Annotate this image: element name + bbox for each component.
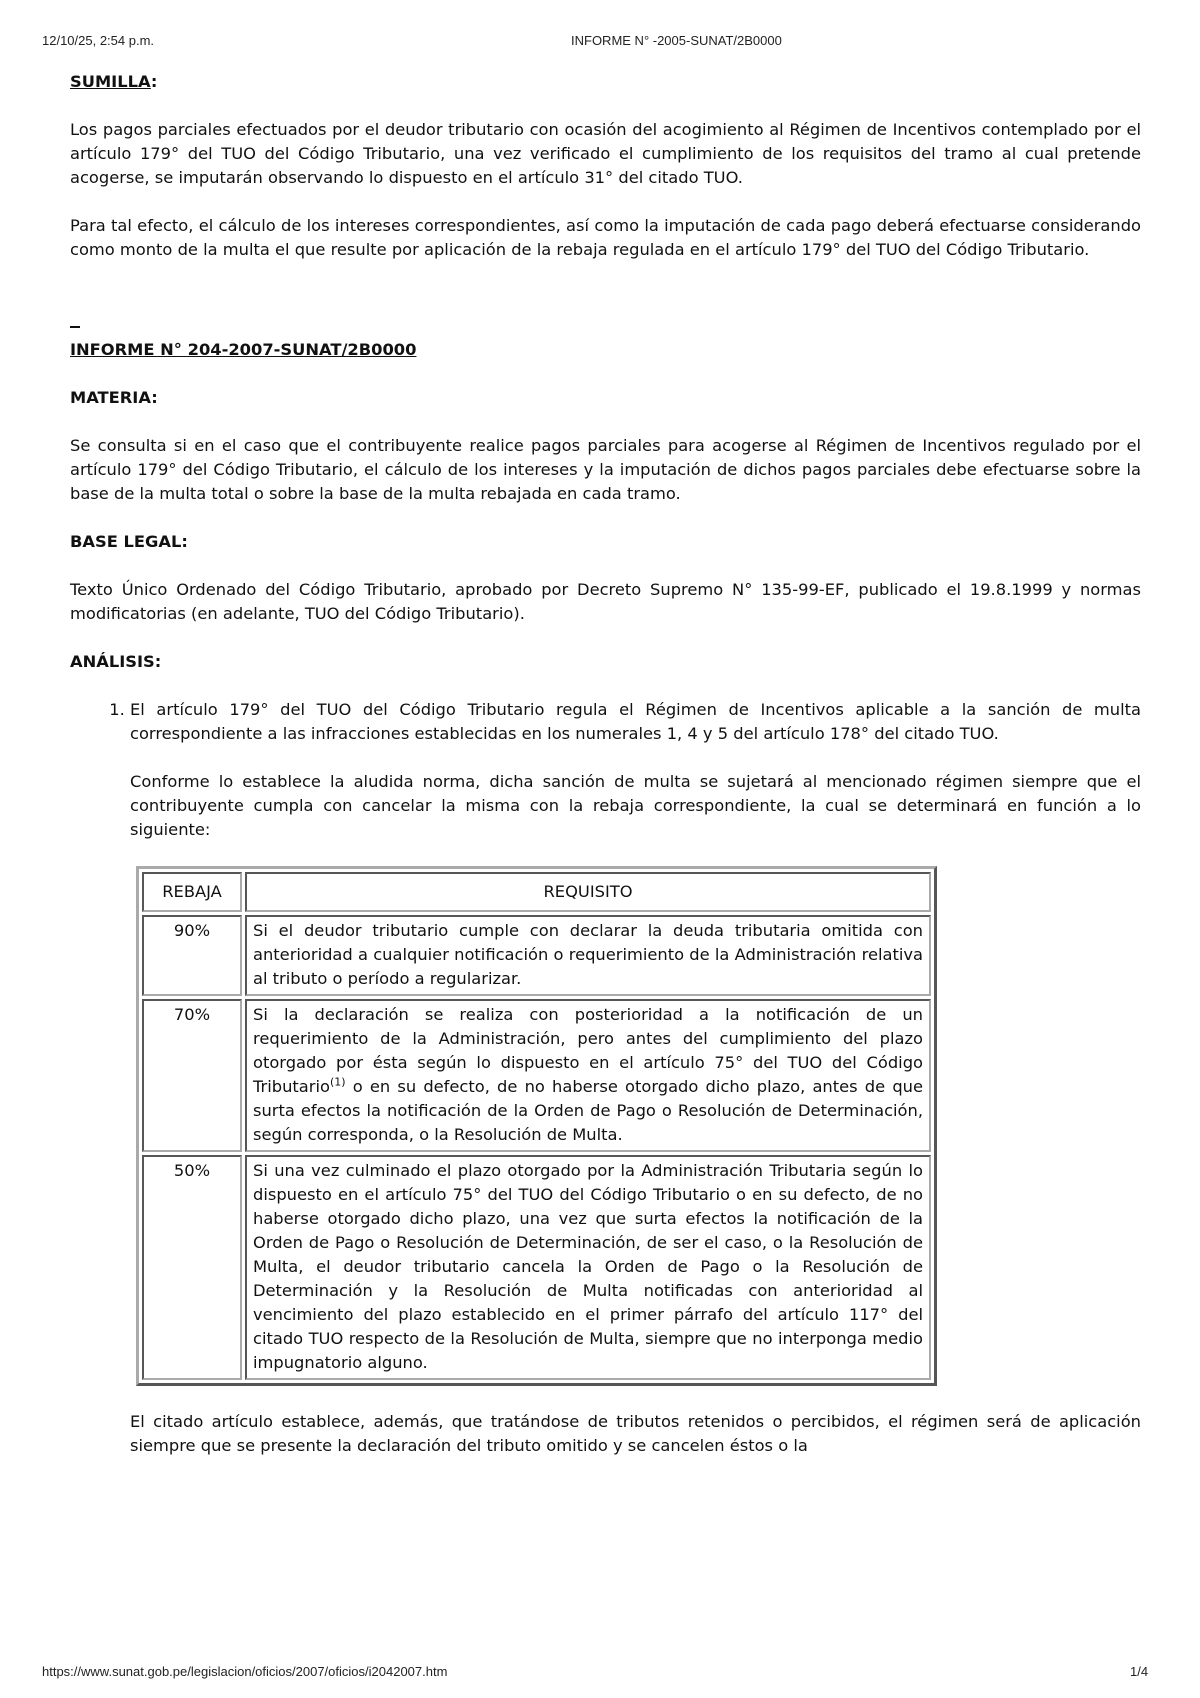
page-number: 1/4 [1130, 1664, 1149, 1679]
header-requisito: REQUISITO [245, 872, 931, 912]
rebaja-cell: 50% [142, 1155, 242, 1380]
analisis-item-1-paragraph-2: Conforme lo establece la aludida norma, dicha sanción de multa se sujetará al mencionado régimen siempre que el contribuyente cumpla con cancelar la misma con la rebaja correspondiente, la cual se determinará en función a lo siguiente: [130, 772, 1141, 839]
materia-paragraph: Se consulta si en el caso que el contribuyente realice pagos parciales para acogerse al Régimen de Incentivos regulado por el artículo 179° del Código Tributario, el cálculo de los intereses y la imputación de dichos pagos parciales debe efectuarse sobre la base de la multa total o sobre la base de la multa rebajada en cada tramo. [70, 436, 1141, 503]
analisis-heading: ANÁLISIS: [70, 652, 162, 671]
after-table-paragraph: El citado artículo establece, además, que tratándose de tributos retenidos o percibidos, el régimen será de aplicación siempre que se presente la declaración del tributo omitido y se cancelen éstos o la [130, 1412, 1141, 1455]
footnote-link[interactable]: (1) [329, 1075, 346, 1089]
analisis-item-1 [130, 698, 1141, 842]
rebaja-cell: 90% [142, 915, 242, 996]
analisis-item-1-text: 1. El artículo 179° del TUO del Código Tributario regula el Régimen de Incentivos aplicable a la sanción de multa correspondiente a las infracciones establecidas en los numerales 1, 4 y 5 del artículo 178° del citado TUO. [130, 700, 1141, 743]
informe-title: INFORME N° 204-2007-SUNAT/2B0000 [70, 340, 417, 359]
requisito-text-b: o en su defecto, de no haberse otorgado dicho plazo, antes de que surta efectos la notificación de la Orden de Pago o Resolución de Determinación, según corresponda, o la Resolución de Multa. [253, 1077, 923, 1144]
base-legal-heading: BASE LEGAL: [70, 532, 188, 551]
requisito-cell [245, 999, 931, 1152]
print-datetime: 12/10/25, 2:54 p.m. [42, 33, 155, 48]
header-rebaja: REBAJA [142, 872, 242, 912]
table-header-row [142, 872, 931, 912]
base-legal-paragraph: Texto Único Ordenado del Código Tributario, aprobado por Decreto Supremo N° 135-99-EF, publicado el 19.8.1999 y normas modificatorias (en adelante, TUO del Código Tributario). [70, 580, 1141, 623]
rebaja-table [136, 866, 937, 1386]
document-body [70, 70, 1141, 1482]
print-title: INFORME N° -2005-SUNAT/2B0000 [571, 33, 782, 48]
separator-mark [70, 314, 80, 328]
requisito-cell: Si una vez culminado el plazo otorgado por la Administración Tributaria según lo dispuesto en el artículo 75° del TUO del Código Tributario o en su defecto, de no haberse otorgado dicho plazo, una vez que surta efectos la notificación de la Orden de Pago o Resolución de Determinación, de ser el caso, o la Resolución de Multa, el deudor tributario cancela la Orden de Pago o la Resolución de Determinación y la Resolución de Multa notificadas con anterioridad al vencimiento del plazo establecido en el primer párrafo del artículo 117° del citado TUO respecto de la Resolución de Multa, siempre que no interponga medio impugnatorio alguno. [245, 1155, 931, 1380]
requisito-cell: Si el deudor tributario cumple con declarar la deuda tributaria omitida con anterioridad a cualquier notificación o requerimiento de la Administración relativa al tributo o período a regularizar. [245, 915, 931, 996]
sumilla-paragraph-2: Para tal efecto, el cálculo de los intereses correspondientes, así como la imputación de cada pago deberá efectuarse considerando como monto de la multa el que resulte por aplicación de la rebaja regulada en el artículo 179° del TUO del Código Tributario. [70, 216, 1141, 259]
print-url: https://www.sunat.gob.pe/legislacion/oficios/2007/oficios/i2042007.htm [42, 1664, 448, 1679]
rebaja-cell: 70% [142, 999, 242, 1152]
table-row [142, 999, 931, 1152]
materia-heading: MATERIA: [70, 388, 158, 407]
sumilla-colon: : [150, 72, 158, 91]
sumilla-paragraph-1: Los pagos parciales efectuados por el deudor tributario con ocasión del acogimiento al Régimen de Incentivos contemplado por el artículo 179° del TUO del Código Tributario, una vez verificado el cumplimiento de los requisitos del tramo al cual pretende acogerse, se imputarán observando lo dispuesto en el artículo 31° del citado TUO. [70, 120, 1141, 187]
separator [70, 286, 1141, 334]
table-row [142, 915, 931, 996]
requisito-text-a: Si la declaración se realiza con posterioridad a la notificación de un requerimiento de la Administración, pero antes del cumplimiento del plazo otorgado por ésta según lo dispuesto en el artículo 75° del TUO del Código Tributario [253, 1005, 923, 1096]
sumilla-label: SUMILLA [70, 72, 151, 91]
analisis-list [70, 698, 1141, 842]
sumilla-heading [70, 70, 1141, 94]
table-row [142, 1155, 931, 1380]
